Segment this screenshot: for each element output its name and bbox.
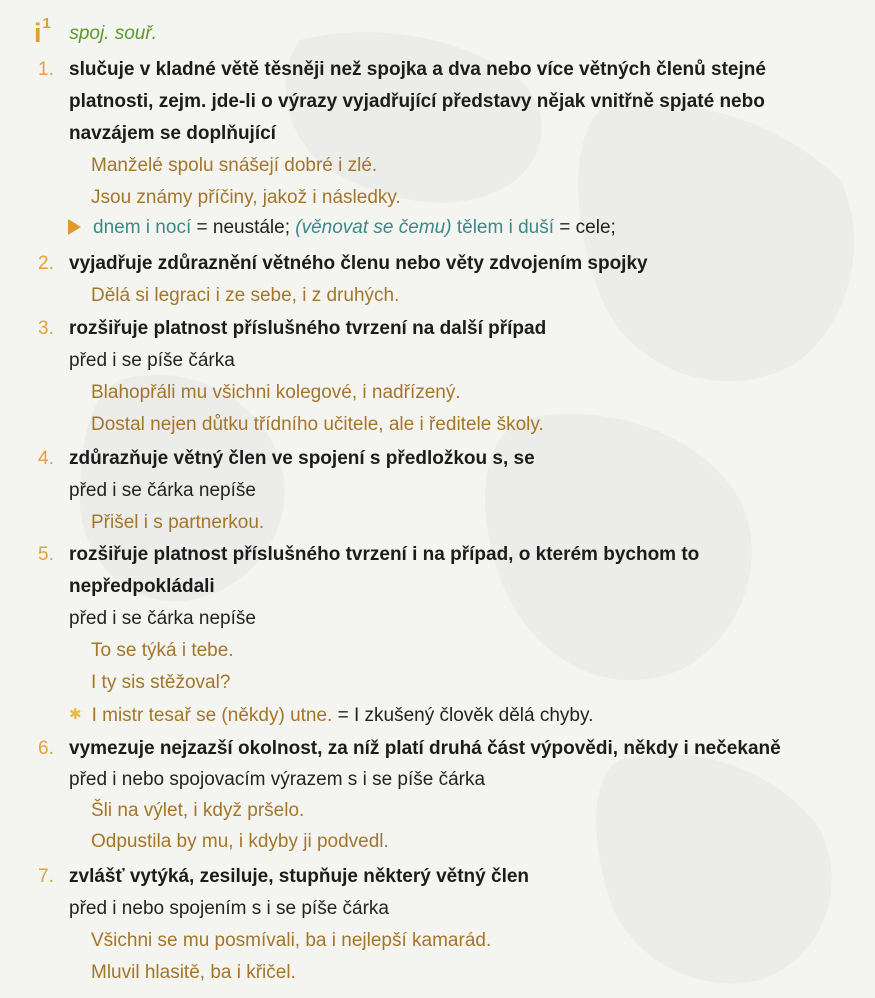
example-sentence: Manželé spolu snášejí dobré i zlé.: [91, 155, 378, 176]
example-sentence: Všichni se mu posmívali, ba i nejlepší kamarád.: [91, 930, 492, 951]
headword: $i^1$: [34, 15, 51, 48]
sense-definition: slučuje v kladné větě těsněji než spojka a dva nebo více větných členů stejné: [69, 59, 766, 80]
example-sentence: Jsou známy příčiny, jakož i následky.: [91, 187, 401, 208]
sense-definition: rozšiřuje platnost příslušného tvrzení i na případ, o kterém bychom to: [69, 544, 700, 565]
phraseme: tělem i duší: [451, 217, 555, 238]
sense-number: 6.: [38, 738, 54, 759]
sense-definition: nepředpokládali: [69, 576, 215, 597]
sense-number: 4.: [38, 448, 54, 469]
headword-line: [34, 15, 157, 48]
example-sentence: I ty sis stěžoval?: [91, 672, 231, 693]
phraseme-meaning: = cele;: [554, 217, 616, 238]
usage-note: před i nebo spojením s i se píše čárka: [69, 898, 390, 919]
phraseme-meaning: = neustále;: [191, 217, 296, 238]
usage-note: před i se píše čárka: [69, 350, 235, 371]
proverb-meaning: = I zkušený člověk dělá chyby.: [332, 705, 594, 726]
sense-definition: rozšiřuje platnost příslušného tvrzení na další případ: [69, 318, 547, 339]
triangle-right-icon: [68, 219, 81, 235]
sense-definition: navzájem se doplňující: [69, 123, 276, 144]
usage-note: před i se čárka nepíše: [69, 480, 256, 501]
sense-definition: vymezuje nejzazší okolnost, za níž platí druhá část výpovědi, někdy i nečekaně: [69, 738, 781, 759]
example-sentence: Odpustila by mu, i kdyby ji podvedl.: [91, 831, 389, 852]
part-of-speech: spoj. souř.: [69, 23, 157, 44]
usage-note: před i nebo spojovacím výrazem s i se píše čárka: [69, 769, 486, 790]
sense-definition: vyjadřuje zdůraznění větného členu nebo věty zdvojením spojky: [69, 253, 648, 274]
example-sentence: Šli na výlet, i když pršelo.: [91, 800, 305, 821]
usage-note: před i se čárka nepíše: [69, 608, 256, 629]
example-sentence: Dělá si legraci i ze sebe, i z druhých.: [91, 285, 400, 306]
sense-definition: zdůrazňuje větný člen ve spojení s předložkou s, se: [69, 448, 535, 469]
phraseme: dnem i nocí: [93, 217, 192, 238]
example-sentence: Mluvil hlasitě, ba i křičel.: [91, 962, 296, 983]
homonym-number: 1: [42, 15, 51, 32]
sense-number: 2.: [38, 253, 54, 274]
proverb: I mistr tesař se (někdy) utne.: [91, 705, 333, 726]
example-sentence: Dostal nejen důtku třídního učitele, ale i ředitele školy.: [91, 414, 544, 435]
sense-number: 7.: [38, 866, 54, 887]
proverb-line: [69, 700, 593, 730]
example-sentence: To se týká i tebe.: [91, 640, 234, 661]
sense-number: 3.: [38, 318, 54, 339]
star-icon: ✱: [69, 706, 82, 723]
sense-number: 5.: [38, 544, 54, 565]
example-sentence: Přišel i s partnerkou.: [91, 512, 265, 533]
sense-definition: zvlášť vytýká, zesiluje, stupňuje některý větný člen: [69, 866, 530, 887]
phraseme-line: [68, 213, 616, 243]
phraseme-context: (věnovat se čemu): [295, 217, 452, 238]
example-sentence: Blahopřáli mu všichni kolegové, i nadřízený.: [91, 382, 461, 403]
sense-number: 1.: [38, 59, 54, 80]
sense-definition: platnosti, zejm. jde-li o výrazy vyjadřující představy nějak vnitřně spjaté nebo: [69, 91, 765, 112]
